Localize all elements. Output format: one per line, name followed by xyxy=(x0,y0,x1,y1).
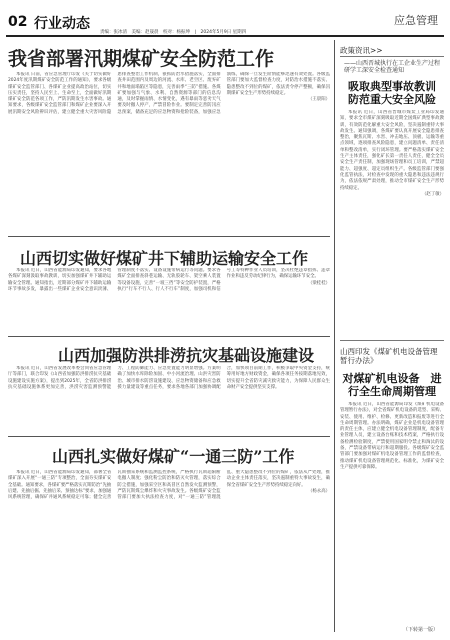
sidebar-rule-mid xyxy=(340,340,444,341)
article-3-body xyxy=(8,366,330,432)
sidebar-a-title: 吸取典型事故教训 防范重大安全风险 xyxy=(348,80,447,106)
editor-meta: 责编：张冰清 美编：赵晟晨 校对：杨振坤 | 2024年5月9日 星期四 xyxy=(100,30,247,35)
divider-3 xyxy=(8,436,330,437)
page-header xyxy=(0,0,450,40)
article-4-body xyxy=(8,470,330,630)
article-1-text: 本报讯 日前，省应急管理厅印发《关于切实做好2024年度汛期煤矿安全防范工作的通知》，要求各级煤矿安全监管部门、各煤矿企业提高政治站位，切实压实责任，坚持人民至上、生命至上，全面做好汛期煤矿安全防范各项工作，严防汛期发生水害事故。通知要求，各级煤矿安全监管部门和煤矿企业要深入开展汛期安全风险辨识评估，建立健全重大灾害风险隐患排查整治工作机制，狠抓防治水措施落实，全面排查井田范围内及周边的河流、水库、老空区、废弃矿井和地面塌陷区等隐患，完善雨季“三防”措施。各煤矿要加强与气象、水利、自然资源等部门的信息沟通，及时掌握雨情、水情变化，遇有暴雨等恶劣天气要及时撤人停产，严禁冒险作业。要制定完善防汛应急预案，储备充足的应急物资和抢险装备，加强应急演练，确保一旦发生险情能够迅速有效处置。各级监管部门要加大监督检查力度，对防治水措施不落实、隐患整改不到位的煤矿，依法责令停产整顿，确保汛期煤矿安全生产形势持续稳定。 xyxy=(8,72,330,115)
article-2-title: 山西切实做好煤矿井下辅助运输安全工作 xyxy=(20,249,309,268)
sidebar-a-body xyxy=(340,110,444,335)
sidebar-a-byline: （赵丁敏） xyxy=(422,191,444,197)
article-1-byline: （王晨阳） xyxy=(308,97,330,103)
sidebar-a-text: 本报讯 近日，山西省晋城市煤炭工业局印发通知，要求全市煤矿深刻吸取近期全国煤矿典型事故教训，有效防范化解重大安全风险，坚决遏制重特大事故发生。通知强调，各煤矿要认真开展安全隐患排查整治，聚焦瓦斯、水害、冲击地压、顶板、运输等重点领域，逐项排查风险隐患，建立问题清单、责任清单和整改清单，实行闭环管理。要严格落实煤矿安全生产主体责任，强化矿长第一责任人责任，健全全员安全生产责任制，加强现场管理和员工培训，严禁超能力、超强度、超定员组织生产。各级监管部门要强化监管执法，对检查中发现的重大隐患和违法违规行为，依法依规严肃处理，推动全市煤矿安全生产形势持续稳定。 xyxy=(340,110,444,191)
article-3-text: 本报讯 近日，山西省发展改革委会同省应急管理厅等部门，联合印发《山西省加强防洪排涝抗灾基础设施建设实施方案》，提出到2025年，全省防洪排涝抗灾基础设施体系更加完善，洪涝灾害监测预警能力、工程防御能力、应急处置能力明显增强。方案明确了加快水库除险加固、中小河流治理、山洪灾害防治、城市排水防涝设施建设、应急物资储备和应急救援力量建设等重点任务，要求各地各部门加强协调配合，加快项目前期工作，积极争取中央资金支持，统筹用好地方财政资金，确保各项任务按期落地见效，切实提升全省防灾减灾救灾能力，为保障人民群众生命财产安全提供坚实支撑。 xyxy=(8,366,330,390)
article-4-title: 山西扎实做好煤矿“一通三防”工作 xyxy=(52,447,295,466)
column-title: 行业动态 xyxy=(34,16,90,32)
article-3-title: 山西加强防洪排涝抗灾基础设施建设 xyxy=(58,346,315,365)
page-number: 02 xyxy=(8,14,28,30)
article-2-body xyxy=(8,268,330,332)
sidebar-b-title: 对煤矿机电设备 进行全生命周期管理 xyxy=(342,372,442,398)
article-2-text: 本报讯 近日，山西省能源局印发通知，要求各地各煤矿深刻汲取事故教训，切实加强煤矿井下辅助运输安全管理。通知指出，近期部分煤矿井下辅助运输环节事故多发，暴露出一些煤矿企业安全意识淡薄、管理制度不落实、设备设施带病运行等问题。要求各煤矿全面排查斜巷运输、无轨胶轮车、架空乘人装置等设备设施，完善“一坡三挡”等安全防护装置，严格执行“行车不行人、行人不行车”制度，加强司机和信号工等特种作业人员培训，坚决杜绝违章指挥、违章作业和违反劳动纪律行为，确保运输环节安全。 xyxy=(8,268,330,292)
article-1-title: 我省部署汛期煤矿安全防范工作 xyxy=(8,48,275,70)
sidebar-b-heading: 山西印发《煤矿机电设备管理暂行办法》 xyxy=(340,347,438,365)
divider-1 xyxy=(8,236,330,237)
column-separator xyxy=(334,40,335,632)
continued-note: （下转第一版） xyxy=(402,627,438,633)
article-1-body xyxy=(8,72,330,232)
divider-2 xyxy=(8,336,330,337)
sidebar-b-text: 本报讯 近日，山西省能源局印发《煤矿机电设备管理暂行办法》，对全省煤矿机电设备的选型、采购、安装、使用、维护、检修、更新改造和报废等进行全生命周期管理。办法明确，煤矿企业是机电设备管理的责任主体，应建立健全机电设备管理制度，配备专业管理人员，建立设备台账和技术档案，严格执行设备检测检验制度，严禁使用国家明令禁止和淘汰的设备，严禁设备带病运行和超期服役。各级煤矿安全监管部门要加强对煤矿机电设备管理工作的监督检查，推动煤矿机电设备管理规范化、标准化，为煤矿安全生产提供可靠保障。 xyxy=(340,402,444,470)
sidebar-heading: 政策资讯>> xyxy=(340,46,383,55)
article-4-text: 本报讯 近日，山西省能源局印发通知，部署全省煤矿深入开展“一通三防”专项整治，全面夯实煤矿安全基础。通知要求，各煤矿要严格落实瓦斯防治“先抽后建、先抽后掘、先抽后采、预抽达标”要求，加强通风系统管理，确保矿井通风系统稳定可靠；健全完善瓦斯抽采系统和监测监控系统，严格执行瓦斯超限断电撤人制度；强化粉尘防治和防灭火管理，落实综合防尘措施，加强采空区和高冒区自然发火监测预警，严防瓦斯煤尘爆炸和火灾事故发生。各级煤矿安全监管部门要加大执法检查力度，对“一通三防”管理混乱、重大隐患整改不到位的煤矿，依法从严处理，推动企业主体责任落实，坚决遏制重特大事故发生，确保全省煤矿安全生产形势持续稳定向好。 xyxy=(8,470,330,501)
sidebar-rule-top xyxy=(340,56,444,57)
sidebar-a-subtitle: ——山西晋城执行在工企业生产过程研学工深安全检查通知 xyxy=(344,60,441,74)
header-rule xyxy=(6,35,444,37)
newspaper-brand: 应急管理 xyxy=(394,14,438,27)
article-4-byline: （杨永高） xyxy=(308,488,330,494)
article-2-byline: （梁桂桂） xyxy=(308,280,330,286)
sidebar-b-body xyxy=(340,402,444,624)
